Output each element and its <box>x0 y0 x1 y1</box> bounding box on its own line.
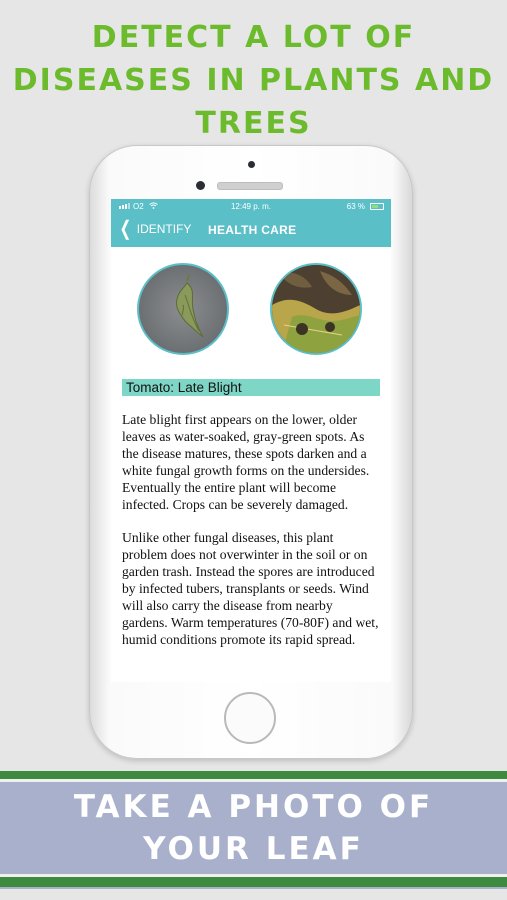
back-button[interactable] <box>117 218 192 240</box>
disease-description <box>122 411 380 664</box>
back-label: IDENTIFY <box>136 222 192 236</box>
earpiece-speaker <box>217 182 283 190</box>
nav-bar <box>111 214 391 247</box>
carrier-label: O2 <box>133 202 144 211</box>
app-screen <box>111 199 391 682</box>
home-button[interactable] <box>224 692 276 744</box>
leaf-photo-2[interactable] <box>270 263 362 355</box>
leaf-photo-1[interactable] <box>137 263 229 355</box>
description-paragraph-2: Unlike other fungal diseases, this plant problem does not overwinter in the soil or on garden trash. Instead the spores are introduced by infected tubers, transplants or seeds. Wind will also carry the disease from nearby gardens. Warm temperatures (70-80F) and wet, humid conditions promote its rapid spread. <box>122 530 379 647</box>
chevron-left-icon: ❮ <box>119 218 132 240</box>
headline-line-2: DISEASES IN PLANTS AND <box>12 63 495 98</box>
battery-percent: 63 % <box>346 202 365 211</box>
nav-title: HEALTH CARE <box>208 223 297 237</box>
disease-title: Tomato: Late Blight <box>122 379 380 396</box>
status-bar <box>111 199 391 214</box>
proximity-sensor <box>248 161 255 168</box>
promo-tagline <box>0 786 507 870</box>
tagline-line-2: YOUR LEAF <box>143 831 364 867</box>
banner-stripe-top <box>0 771 507 779</box>
banner-stripe-bottom <box>0 877 507 887</box>
front-camera <box>196 181 205 190</box>
battery-icon <box>370 203 384 210</box>
tagline-line-1: TAKE A PHOTO OF <box>73 789 434 825</box>
headline-line-3: TREES <box>195 106 312 141</box>
headline-line-1: DETECT A LOT OF <box>91 20 416 55</box>
promo-headline <box>0 16 507 145</box>
description-paragraph-1: Late blight first appears on the lower, older leaves as water-soaked, gray-green spots. As the disease matures, these spots darken and a white fungal growth forms on the undersides. Eventually the entire plant will become infected. Crops can be severely damaged. <box>122 412 370 512</box>
status-time: 12:49 p. m. <box>230 202 272 211</box>
banner-divider-top <box>0 779 507 782</box>
